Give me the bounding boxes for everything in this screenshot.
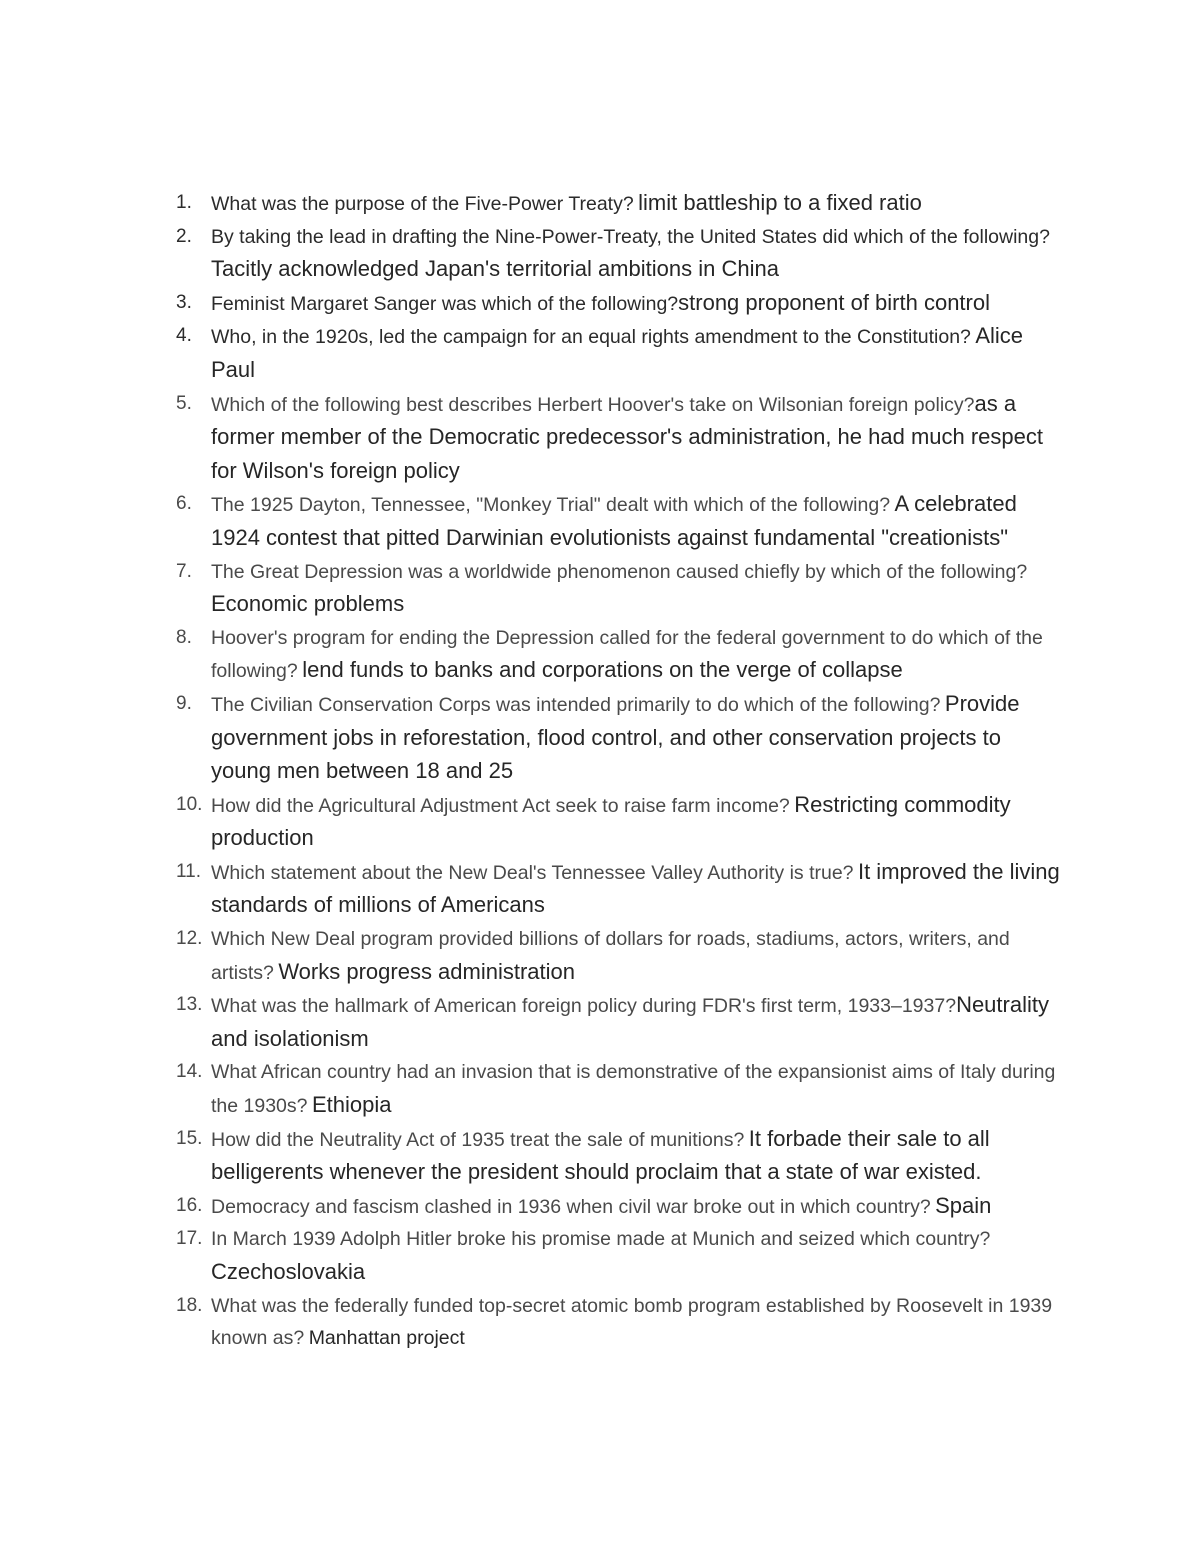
item-number: 6. (176, 493, 192, 515)
question-text: Which New Deal program provided billions of dollars for roads, stadiums, actors, writers, and artists? (211, 928, 1010, 984)
list-item (0, 222, 1061, 288)
list-item (0, 557, 1061, 623)
item-number: 4. (176, 325, 192, 347)
list-item (0, 623, 1061, 689)
answer-text: Ethiopia (311, 1092, 392, 1118)
list-item (0, 990, 1061, 1057)
item-number: 7. (176, 560, 192, 582)
list-item (0, 924, 1061, 990)
list-item (0, 1224, 1061, 1290)
list-item (0, 689, 1061, 790)
answer-text: Neutrality and isolationism (211, 992, 1049, 1051)
question-text: What was the federally funded top-secret atomic bomb program established by Roosevelt in 1939 known as? (211, 1294, 1053, 1350)
question-text: The Great Depression was a worldwide phenomenon caused chiefly by which of the following? (211, 560, 1028, 583)
item-number: 17. (176, 1228, 203, 1250)
answer-text: as a former member of the Democratic predecessor's administration, he had much respect for Wilson's foreign policy (211, 390, 1043, 483)
question-text: Which statement about the New Deal's Tennessee Valley Authority is true? (211, 861, 854, 884)
item-number: 3. (176, 291, 192, 313)
list-item (0, 1057, 1061, 1123)
item-number: 16. (176, 1194, 203, 1216)
item-number: 1. (176, 192, 192, 213)
list-item (0, 1191, 1061, 1225)
answer-text: Economic problems (211, 591, 405, 617)
answer-text: strong proponent of birth control (678, 289, 990, 315)
item-number: 11. (176, 860, 202, 882)
question-text: How did the Agricultural Adjustment Act seek to raise farm income? (211, 794, 790, 817)
question-list (0, 188, 1200, 1356)
question-text: Democracy and fascism clashed in 1936 when civil war broke out in which country? (211, 1195, 931, 1218)
answer-text: Provide government jobs in reforestation, flood control, and other conservation projects to young men between 18 and 25 (211, 690, 1020, 784)
list-item (0, 857, 1061, 924)
answer-text: limit battleship to a fixed ratio (638, 190, 922, 215)
item-number: 12. (176, 928, 203, 950)
question-text: Who, in the 1920s, led the campaign for an equal rights amendment to the Constitution? (211, 326, 971, 349)
question-text: The 1925 Dayton, Tennessee, "Monkey Trial" dealt with which of the following? (211, 494, 891, 517)
answer-text: It forbade their sale to all belligerents whenever the president should proclaim that a state of war existed. (211, 1125, 990, 1185)
item-number: 2. (176, 225, 192, 247)
question-text: What was the purpose of the Five-Power Treaty? (211, 193, 634, 215)
question-text: Which of the following best describes Herbert Hoover's take on Wilsonian foreign policy? (211, 393, 975, 416)
question-text: What was the hallmark of American foreign policy during FDR's first term, 1933–1937? (211, 995, 957, 1018)
answer-text: Restricting commodity production (211, 791, 1011, 851)
list-item (0, 188, 1061, 222)
list-item (0, 489, 1061, 556)
question-text: What African country had an invasion that is demonstrative of the expansionist aims of Italy during the 1930s? (211, 1061, 1056, 1118)
answer-text: Spain (935, 1192, 992, 1218)
list-item (0, 1291, 1061, 1356)
item-number: 15. (176, 1127, 203, 1149)
item-number: 8. (176, 626, 192, 648)
answer-text: lend funds to banks and corporations on the verge of collapse (302, 657, 903, 683)
question-text: How did the Neutrality Act of 1935 treat the sale of munitions? (211, 1128, 745, 1151)
answer-text: Manhattan project (308, 1327, 465, 1350)
item-number: 9. (176, 692, 192, 714)
list-item (0, 1124, 1061, 1191)
answer-text: Tacitly acknowledged Japan's territorial ambitions in China (211, 256, 779, 282)
item-number: 18. (176, 1294, 203, 1316)
item-number: 14. (176, 1061, 203, 1083)
question-text: By taking the lead in drafting the Nine-Power-Treaty, the United States did which of the following? (211, 225, 1050, 248)
answer-text: Czechoslovakia (211, 1259, 366, 1284)
list-item (0, 389, 1061, 490)
item-number: 5. (176, 392, 192, 414)
question-text: The Civilian Conservation Corps was intended primarily to do which of the following? (211, 693, 941, 716)
answer-text: Works progress administration (278, 958, 576, 984)
list-item (0, 288, 1061, 322)
item-number: 10. (176, 793, 203, 815)
answer-text: A celebrated 1924 contest that pitted Darwinian evolutionists against fundamental "creationists" (211, 491, 1017, 550)
item-number: 13. (176, 994, 203, 1016)
question-text: In March 1939 Adolph Hitler broke his promise made at Munich and seized which country? (211, 1228, 991, 1251)
answer-text: It improved the living standards of millions of Americans (211, 858, 1060, 918)
list-item (0, 321, 1061, 388)
list-item (0, 790, 1061, 857)
answer-text: Alice Paul (211, 323, 1024, 382)
question-text: Hoover's program for ending the Depression called for the federal government to do which of the following? (211, 626, 1043, 683)
question-text: Feminist Margaret Sanger was which of the following? (211, 292, 679, 315)
